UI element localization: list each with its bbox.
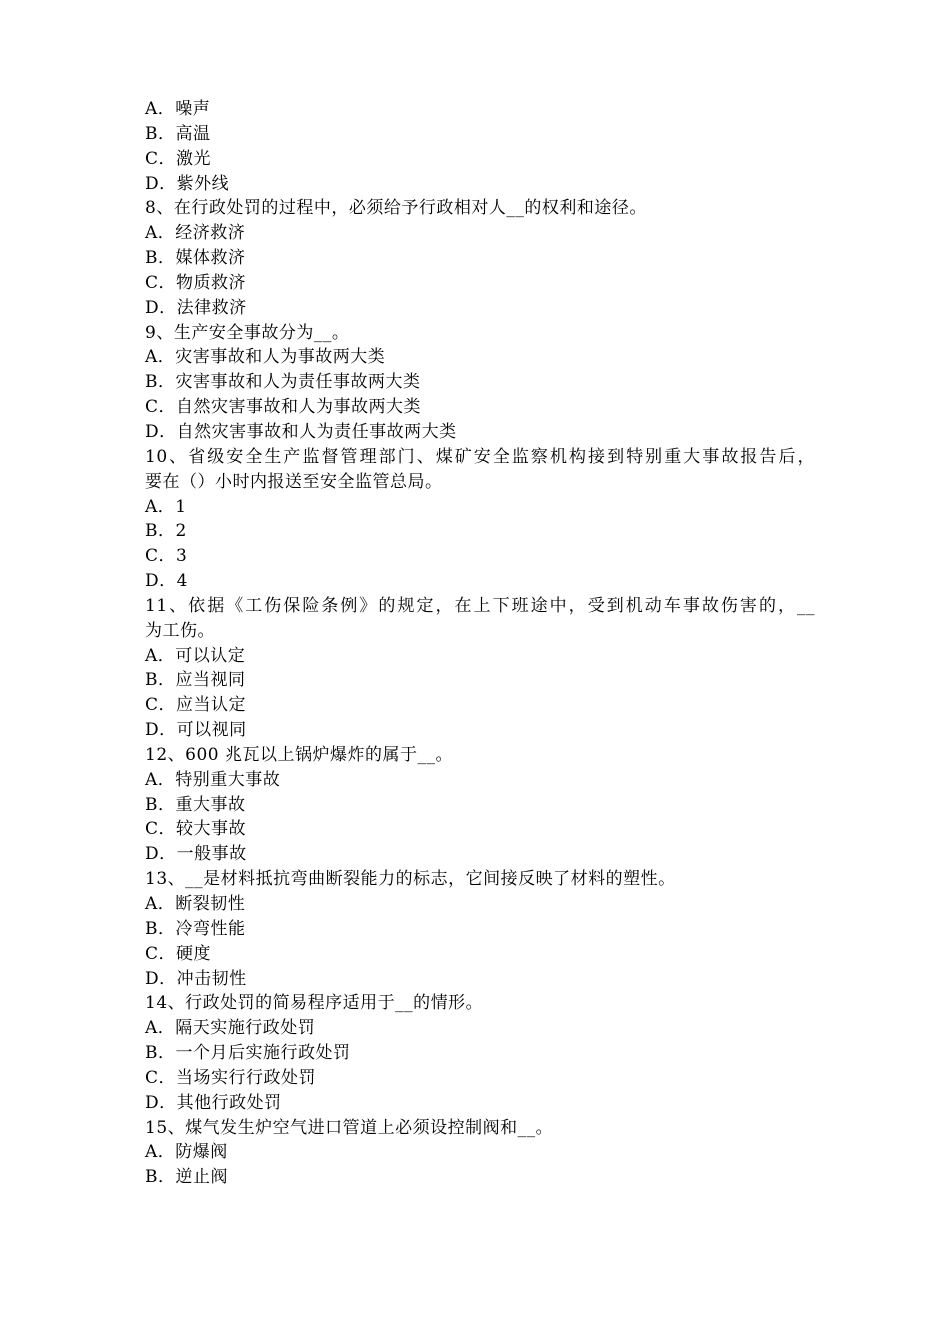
answer-option: B．2 bbox=[145, 521, 187, 542]
answer-option: A．经济救济 bbox=[145, 223, 246, 244]
question-text: 12、600 兆瓦以上锅炉爆炸的属于__。 bbox=[145, 744, 453, 765]
answer-option: D．紫外线 bbox=[145, 173, 230, 194]
question-text: 为工伤。 bbox=[145, 620, 215, 641]
answer-option: B．媒体救济 bbox=[145, 248, 246, 269]
answer-option: C．物质救济 bbox=[145, 272, 247, 293]
answer-option: B．高温 bbox=[145, 123, 211, 144]
answer-option: B．逆止阀 bbox=[145, 1167, 228, 1188]
question-text: 要在（）小时内报送至安全监管总局。 bbox=[145, 471, 443, 492]
answer-option: A．防爆阀 bbox=[145, 1142, 228, 1163]
document-page bbox=[145, 97, 815, 1190]
question-text: 8、在行政处罚的过程中，必须给予行政相对人__的权利和途径。 bbox=[145, 198, 647, 219]
answer-option: B．冷弯性能 bbox=[145, 918, 246, 939]
answer-option: D．一般事故 bbox=[145, 844, 247, 865]
answer-option: C．3 bbox=[145, 546, 188, 567]
answer-option: A．隔天实施行政处罚 bbox=[145, 1018, 316, 1039]
answer-option: C．当场实行行政处罚 bbox=[145, 1067, 317, 1088]
answer-option: C．自然灾害事故和人为事故两大类 bbox=[145, 397, 422, 418]
answer-option: D．自然灾害事故和人为责任事故两大类 bbox=[145, 421, 457, 442]
answer-option: A．可以认定 bbox=[145, 645, 246, 666]
answer-option: D．其他行政处罚 bbox=[145, 1092, 282, 1113]
answer-option: A．断裂韧性 bbox=[145, 894, 246, 914]
answer-option: D．冲击韧性 bbox=[145, 968, 247, 989]
question-text: 11、依据《工伤保险条例》的规定，在上下班途中，受到机动车事故伤害的，__ bbox=[145, 595, 815, 616]
answer-option: C．硬度 bbox=[145, 943, 212, 964]
answer-option: B．重大事故 bbox=[145, 794, 246, 815]
answer-option: D．4 bbox=[145, 571, 188, 592]
question-text: 9、生产安全事故分为__。 bbox=[145, 322, 350, 343]
answer-option: B．应当视同 bbox=[145, 670, 246, 691]
answer-option: C．应当认定 bbox=[145, 695, 247, 716]
answer-option: C．激光 bbox=[145, 148, 212, 169]
answer-option: D．可以视同 bbox=[145, 720, 247, 741]
answer-option: C．较大事故 bbox=[145, 819, 247, 840]
answer-option: B．灾害事故和人为责任事故两大类 bbox=[145, 372, 421, 393]
question-text: 13、__是材料抵抗弯曲断裂能力的标志，它间接反映了材料的塑性。 bbox=[145, 869, 676, 890]
question-text: 10、省级安全生产监督管理部门、煤矿安全监察机构接到特别重大事故报告后， bbox=[145, 446, 815, 467]
answer-option: A．1 bbox=[145, 496, 187, 517]
answer-option: D．法律救济 bbox=[145, 297, 247, 318]
question-text: 15、煤气发生炉空气进口管道上必须设控制阀和__。 bbox=[145, 1117, 554, 1138]
answer-option: B．一个月后实施行政处罚 bbox=[145, 1043, 351, 1064]
answer-option: A．灾害事故和人为事故两大类 bbox=[145, 347, 386, 368]
answer-option: A．特别重大事故 bbox=[145, 769, 281, 790]
question-text: 14、行政处罚的简易程序适用于__的情形。 bbox=[145, 993, 484, 1014]
answer-option: A．噪声 bbox=[145, 99, 211, 119]
